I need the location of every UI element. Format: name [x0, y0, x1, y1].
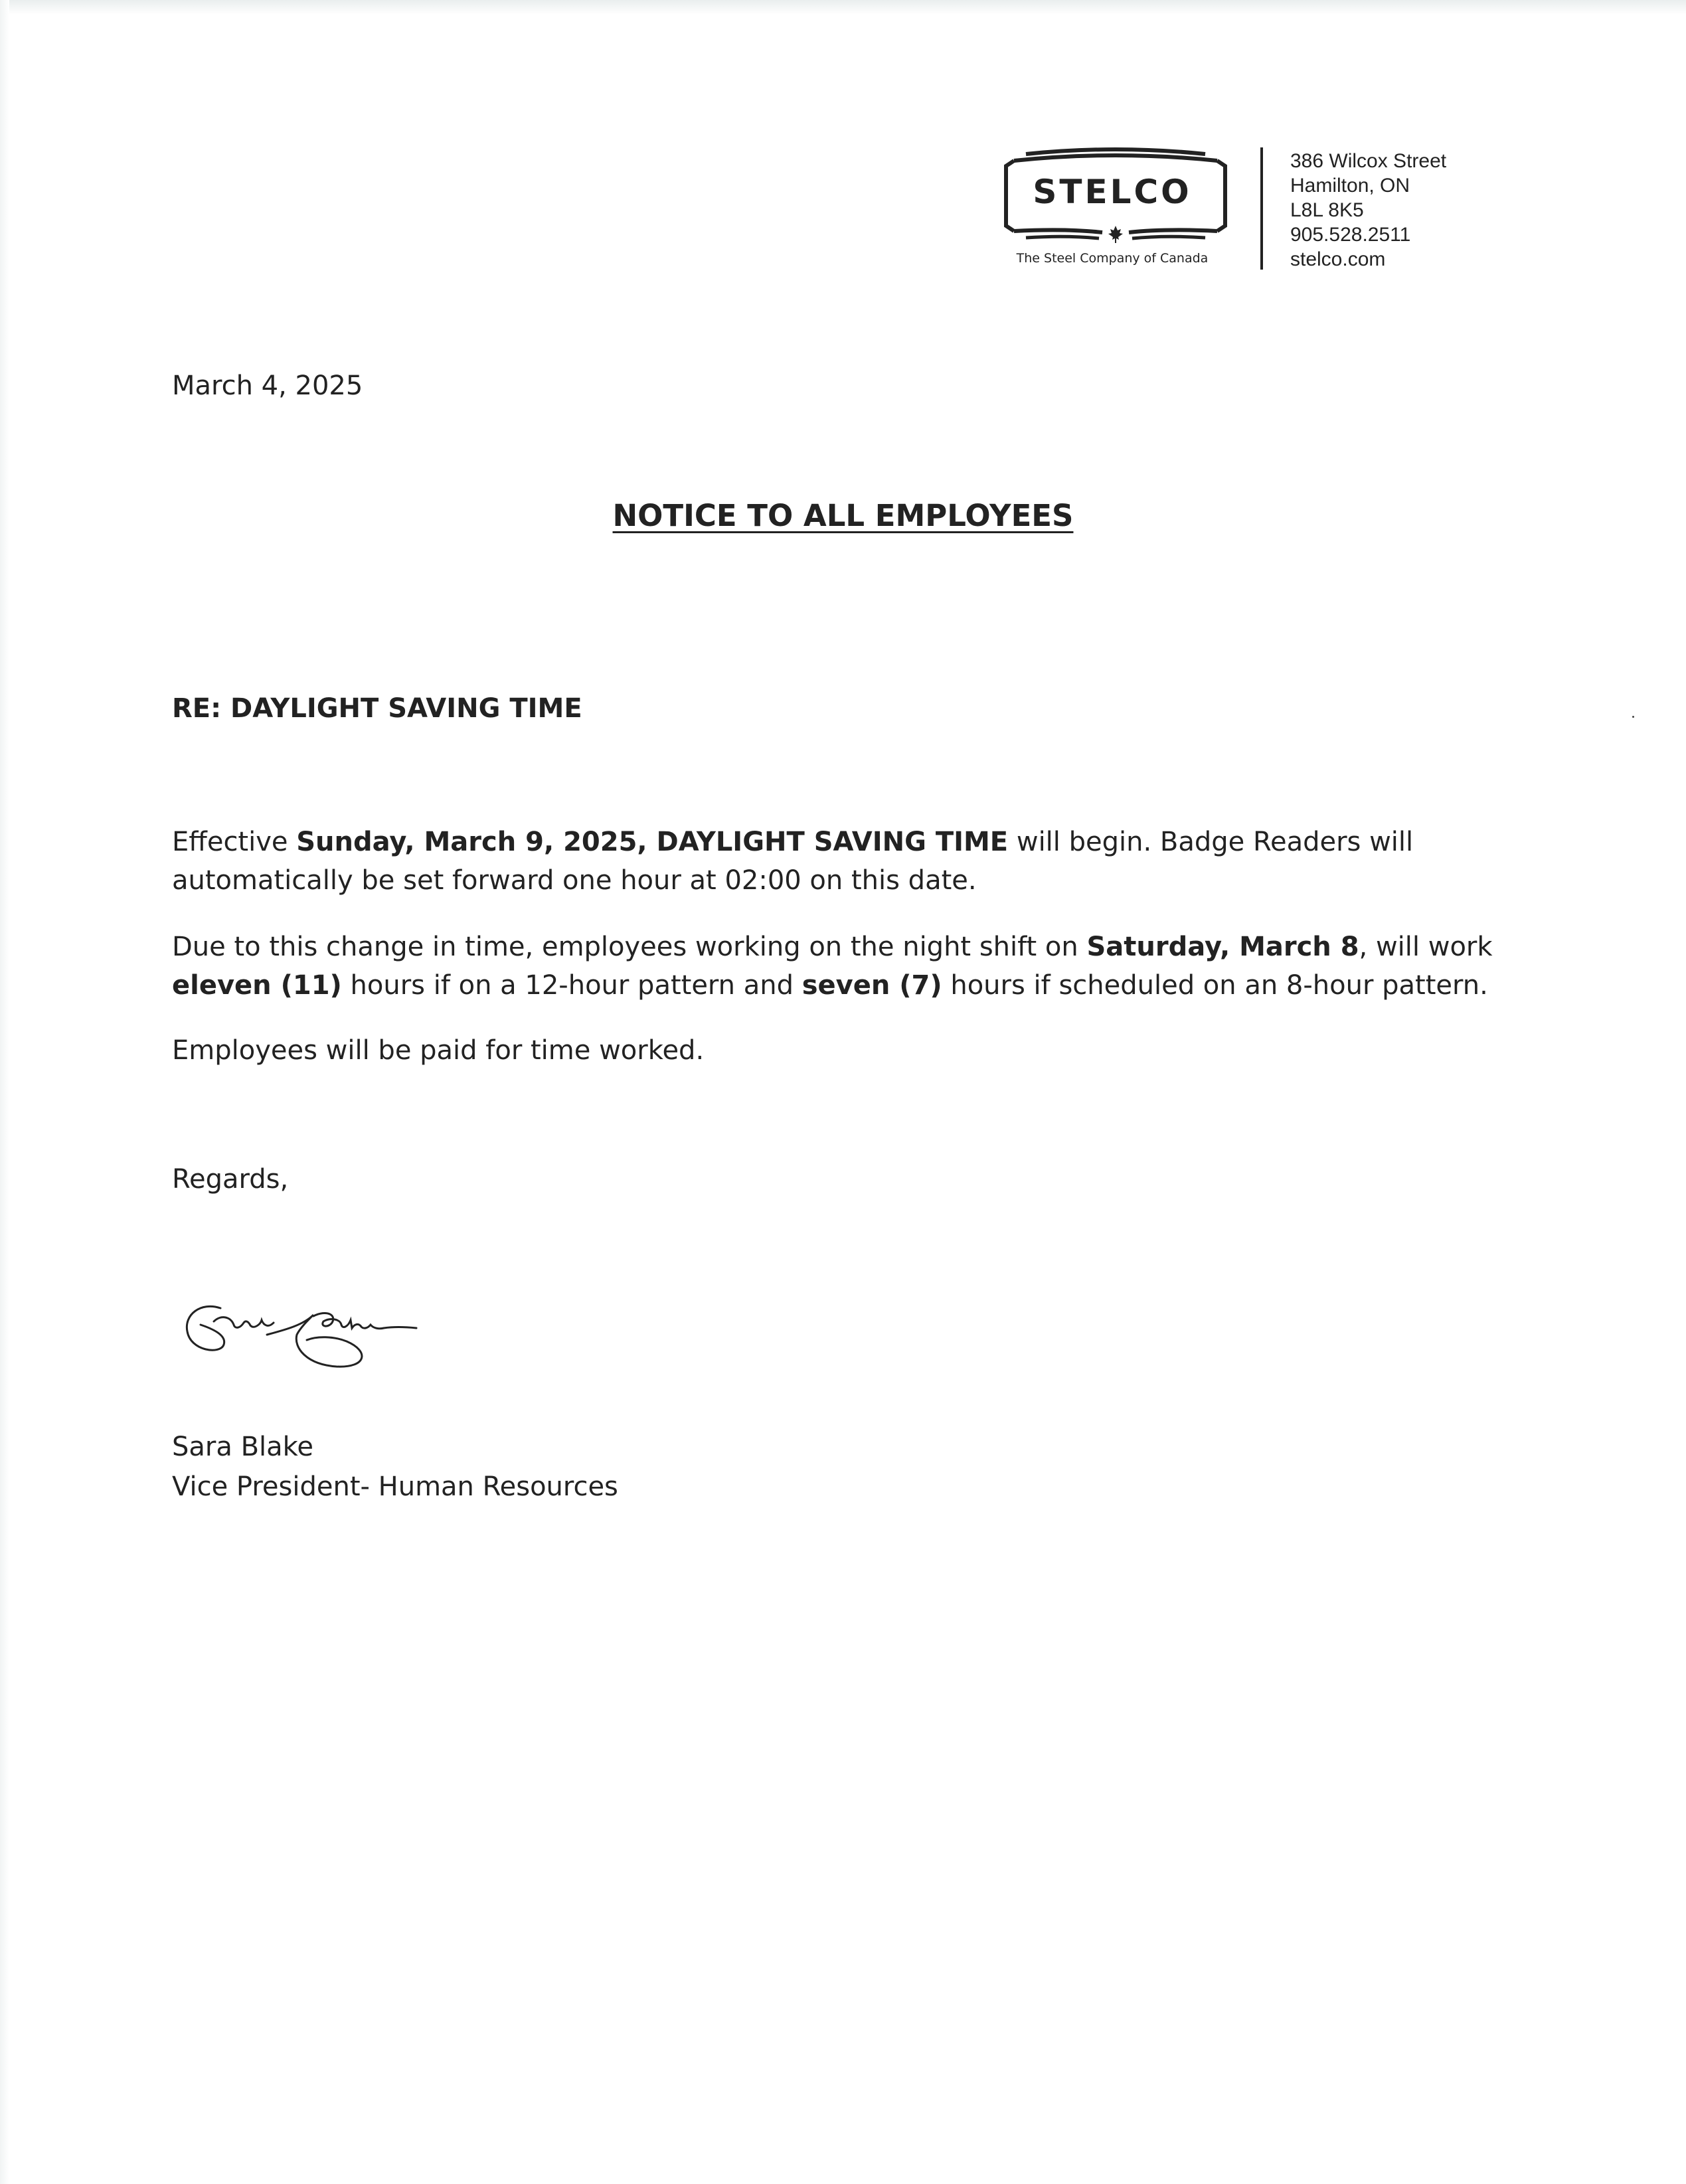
letter-date: March 4, 2025 [172, 371, 363, 401]
address-postal: L8L 8K5 [1290, 199, 1364, 221]
logo-wordmark: STELCO [1033, 173, 1192, 211]
p2-bold-1: Saturday, March 8 [1086, 932, 1359, 962]
company-address [1290, 149, 1446, 272]
signer-name: Sara Blake [172, 1432, 313, 1462]
scan-speck [1632, 716, 1634, 718]
p1-text-2: will begin. Badge Readers will automatically be set forward one hour at 02:00 on this date. [172, 827, 1414, 896]
signer-title: Vice President- Human Resources [172, 1471, 618, 1502]
company-logo [999, 141, 1238, 274]
p2-text-2: , will work [1359, 932, 1493, 962]
p2-text-4: hours if scheduled on an 8-hour pattern. [942, 970, 1488, 1001]
p2-bold-3: seven (7) [801, 970, 942, 1001]
notice-title [0, 498, 1686, 533]
address-phone: 905.528.2511 [1290, 224, 1411, 246]
address-street: 386 Wilcox Street [1290, 150, 1447, 172]
paragraph-effective-date [172, 823, 1533, 900]
scan-edge-top [0, 0, 1686, 15]
subject-line: RE: DAYLIGHT SAVING TIME [172, 693, 582, 724]
scan-edge-left [0, 0, 9, 2184]
closing: Regards, [172, 1164, 289, 1195]
p2-text-3: hours if on a 12-hour pattern and [341, 970, 802, 1001]
address-city: Hamilton, ON [1290, 175, 1410, 197]
p2-bold-2: eleven (11) [172, 970, 342, 1001]
p1-bold-1: Sunday, March 9, 2025, DAYLIGHT SAVING TIME [296, 827, 1009, 857]
maple-leaf-icon [1108, 226, 1123, 243]
address-website: stelco.com [1290, 248, 1386, 270]
p2-text-1: Due to this change in time, employees working on the night shift on [172, 932, 1087, 962]
p1-text-1: Effective [172, 827, 297, 857]
paragraph-pay: Employees will be paid for time worked. [172, 1035, 705, 1066]
notice-title-text: NOTICE TO ALL EMPLOYEES [612, 498, 1074, 533]
paragraph-night-shift [172, 928, 1533, 1005]
logo-tagline: The Steel Company of Canada [1016, 251, 1209, 266]
handwritten-signature [174, 1288, 440, 1394]
letterhead-divider [1260, 147, 1263, 270]
